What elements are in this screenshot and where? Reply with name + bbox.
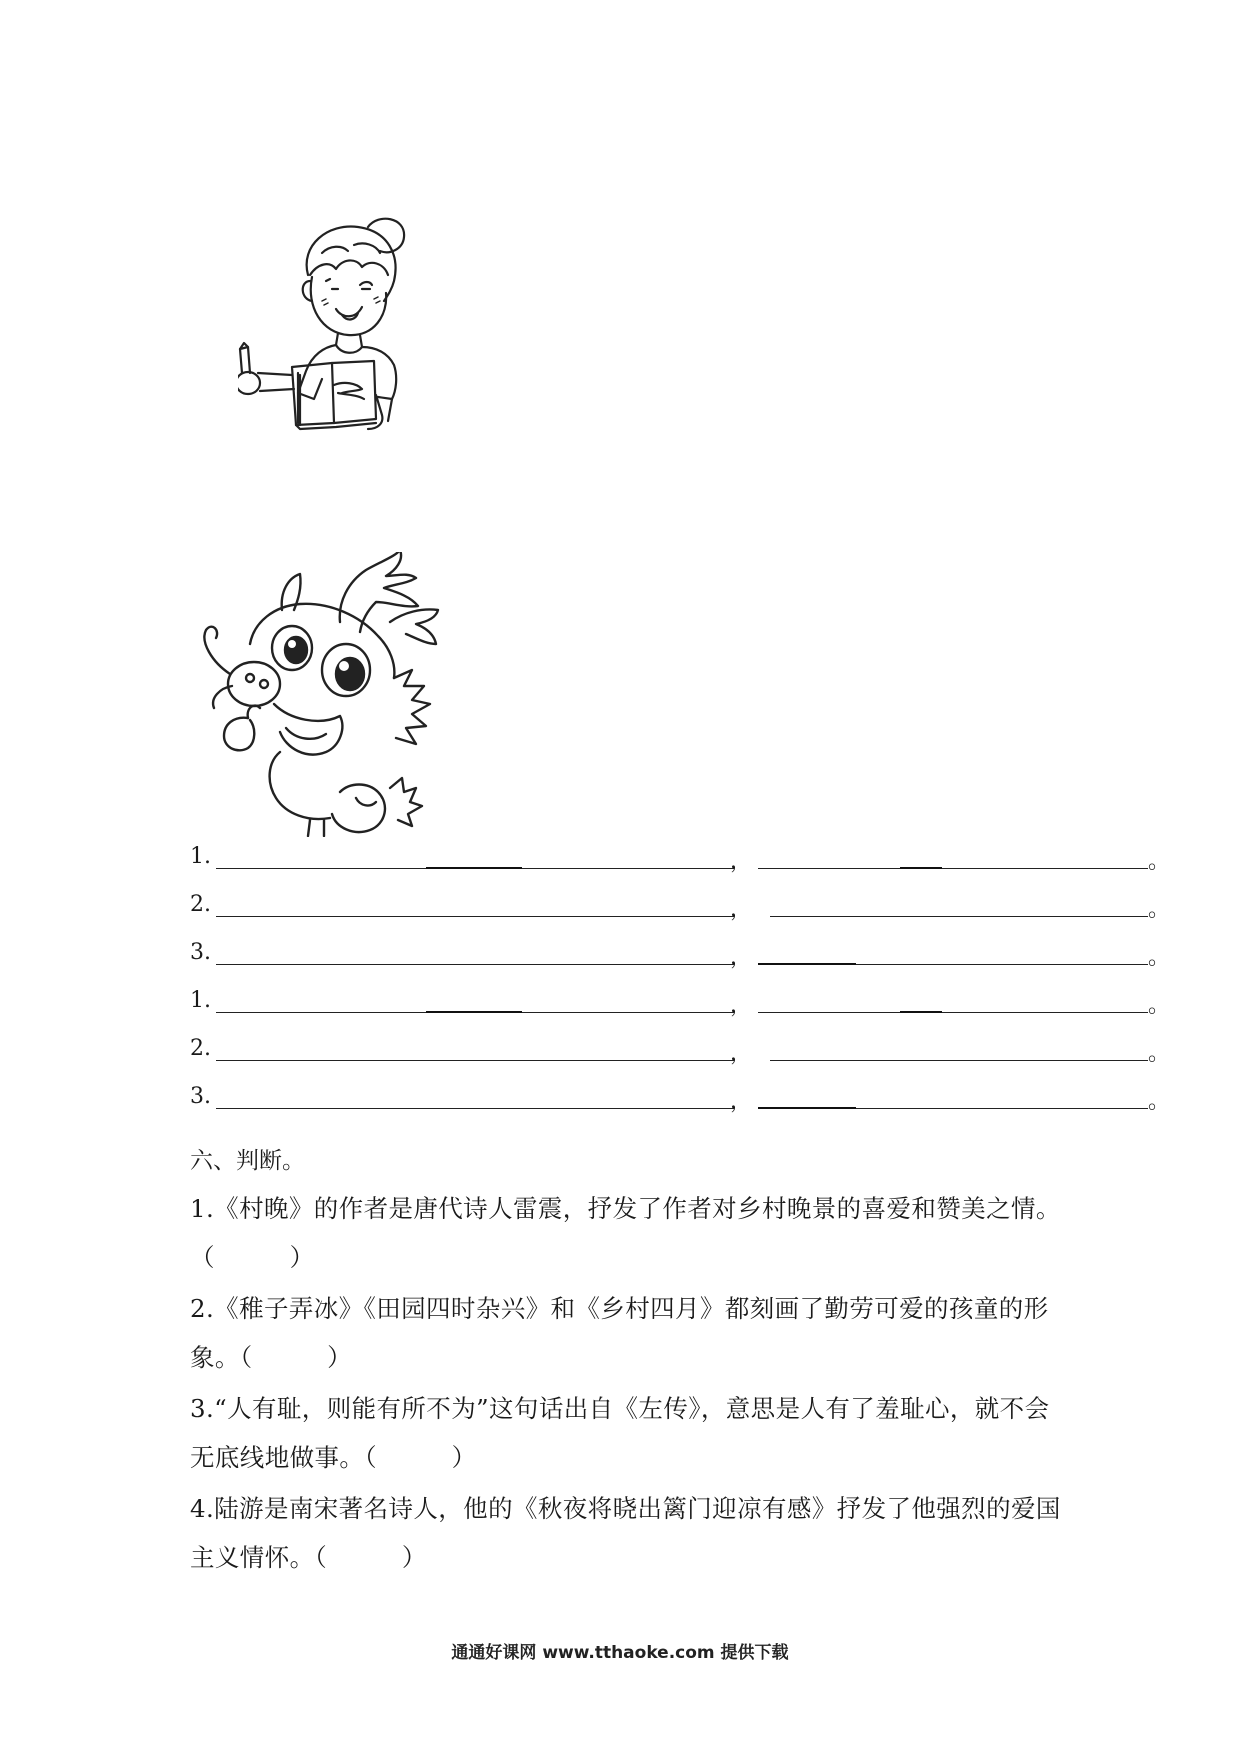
blank-underline-second[interactable]	[758, 1012, 1148, 1013]
blank-underline-first[interactable]	[216, 916, 734, 917]
blank-period: 。	[1148, 993, 1171, 1018]
answer-bracket[interactable]: （ ）	[190, 1243, 315, 1272]
question-text: 3.“人有耻，则能有所不为”这句话出自《左传》，意思是人有了羞耻心，就不会无底线地做事。	[190, 1394, 1050, 1472]
blank-line[interactable]	[190, 1078, 1171, 1118]
blank-underline-first[interactable]	[216, 1060, 734, 1061]
blank-underline-second[interactable]	[770, 916, 1148, 917]
blank-period: 。	[1148, 1089, 1171, 1114]
blank-underline-first[interactable]	[216, 1108, 734, 1109]
underline-mark	[900, 1011, 942, 1013]
underline-mark	[426, 867, 522, 869]
blank-number: 3.	[190, 1084, 211, 1109]
blank-number: 2.	[190, 1036, 211, 1061]
blank-number: 3.	[190, 940, 211, 965]
blank-line[interactable]	[190, 838, 1171, 878]
blank-period: 。	[1148, 945, 1171, 970]
answer-bracket[interactable]: （ ）	[239, 1343, 353, 1372]
question-item	[190, 1384, 1070, 1482]
underline-mark	[758, 963, 856, 965]
blank-number: 1.	[190, 844, 211, 869]
blank-comma: ，	[730, 1041, 753, 1066]
blank-line[interactable]	[190, 886, 1171, 926]
blank-line[interactable]	[190, 934, 1171, 974]
question-item	[190, 1484, 1070, 1582]
question-text: 4.陆游是南宋著名诗人，他的《秋夜将晓出篱门迎凉有感》抒发了他强烈的爱国主义情怀。	[190, 1494, 1061, 1572]
blank-comma: ，	[730, 945, 753, 970]
answer-bracket[interactable]: （ ）	[314, 1543, 427, 1572]
underline-mark	[758, 1107, 856, 1109]
underline-mark	[900, 867, 942, 869]
blank-period: 。	[1148, 1041, 1171, 1066]
question-text: 2.《稚子弄冰》《田园四时杂兴》和《乡村四月》都刻画了勤劳可爱的孩童的形象。	[190, 1294, 1049, 1372]
blank-comma: ，	[730, 1089, 753, 1114]
blank-period: 。	[1148, 897, 1171, 922]
cartoon-dragon-illustration	[190, 552, 480, 837]
blank-underline-first[interactable]	[216, 964, 734, 965]
question-text: 1.《村晚》的作者是唐代诗人雷震，抒发了作者对乡村晚景的喜爱和赞美之情。	[190, 1194, 1061, 1223]
footer-credit: 通通好课网 www.tthaoke.com 提供下载	[451, 1643, 789, 1663]
underline-mark	[426, 1011, 522, 1013]
question-item	[190, 1284, 1070, 1382]
answer-bracket[interactable]: （ ）	[364, 1443, 477, 1472]
blank-comma: ，	[730, 993, 753, 1018]
blank-line[interactable]	[190, 982, 1171, 1022]
blank-number: 2.	[190, 892, 211, 917]
blank-comma: ，	[730, 849, 753, 874]
blank-comma: ，	[730, 897, 753, 922]
blank-number: 1.	[190, 988, 211, 1013]
blank-underline-second[interactable]	[770, 1060, 1148, 1061]
blank-underline-second[interactable]	[758, 868, 1148, 869]
question-item	[190, 1184, 1070, 1282]
girl-reading-illustration	[238, 215, 450, 477]
section-title: 六、判断。	[190, 1148, 305, 1174]
blank-period: 。	[1148, 849, 1171, 874]
blank-line[interactable]	[190, 1030, 1171, 1070]
